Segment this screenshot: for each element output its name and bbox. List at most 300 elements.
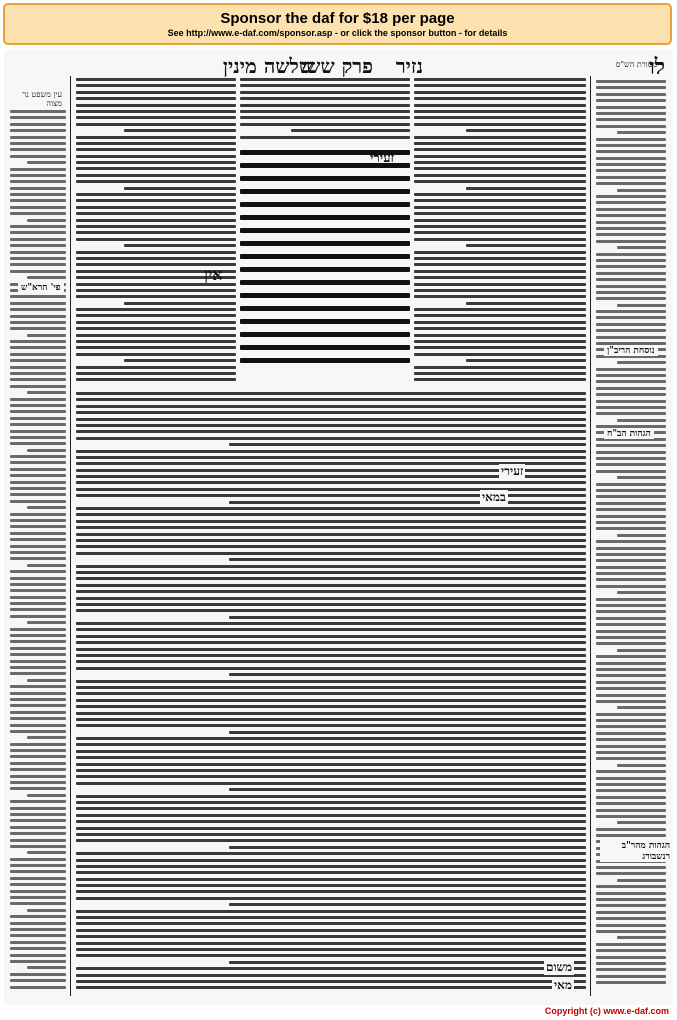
text-line (10, 302, 66, 305)
text-line (414, 353, 586, 356)
text-line (76, 456, 586, 459)
text-line (76, 692, 586, 695)
text-line (596, 687, 666, 690)
text-line (10, 180, 66, 183)
text-line (596, 610, 666, 613)
text-line (76, 346, 236, 349)
text-line (10, 615, 66, 618)
sponsor-title[interactable]: Sponsor the daf for $18 per page (220, 10, 455, 27)
text-line (124, 244, 236, 247)
text-line (76, 78, 236, 81)
commentary-word-zeiri: זעירי (501, 464, 524, 478)
text-line (229, 501, 586, 504)
text-line (596, 323, 666, 326)
text-line (76, 110, 236, 113)
text-line (291, 129, 410, 132)
gemara-top (240, 78, 410, 148)
text-line (617, 936, 666, 939)
text-line (76, 782, 586, 785)
text-line (27, 219, 66, 222)
text-line (76, 948, 586, 951)
text-line (10, 123, 66, 126)
text-line (76, 795, 586, 798)
text-line (617, 706, 666, 709)
text-line (466, 129, 586, 132)
text-line (596, 962, 666, 965)
text-line (76, 206, 236, 209)
text-line (10, 110, 66, 113)
text-line (10, 417, 66, 420)
text-line (10, 436, 66, 439)
text-line (596, 662, 666, 665)
chapter-title: שלשה מינין (222, 54, 313, 78)
text-line (596, 240, 666, 243)
text-line (10, 602, 66, 605)
text-line (596, 917, 666, 920)
text-line (414, 308, 586, 311)
text-line (414, 231, 586, 234)
text-line (10, 500, 66, 503)
text-line (617, 189, 666, 192)
text-line (414, 276, 586, 279)
gemara-word-zeiri: זעירי (370, 151, 395, 166)
text-line (10, 570, 66, 573)
text-line (414, 219, 586, 222)
text-line (596, 738, 666, 741)
text-line (596, 943, 666, 946)
text-line (76, 552, 586, 555)
text-line (10, 206, 66, 209)
text-line (76, 193, 236, 196)
text-line (10, 481, 66, 484)
text-line (76, 174, 236, 177)
text-line (10, 960, 66, 963)
gemara-line (240, 241, 410, 246)
text-line (27, 794, 66, 797)
text-line (596, 745, 666, 748)
text-line (596, 553, 666, 556)
text-line (596, 770, 666, 773)
gemara-line (240, 176, 410, 181)
text-line (596, 489, 666, 492)
text-line (596, 233, 666, 236)
text-line (617, 419, 666, 422)
text-line (240, 123, 410, 126)
gemara-line (240, 189, 410, 194)
text-line (466, 302, 586, 305)
text-line (414, 334, 586, 337)
text-line (596, 195, 666, 198)
text-line (466, 359, 586, 362)
text-line (10, 883, 66, 886)
text-line (229, 788, 586, 791)
text-line (596, 872, 666, 875)
gemara-line (240, 345, 410, 350)
text-line (596, 866, 666, 869)
text-line (617, 131, 666, 134)
text-line (10, 455, 66, 458)
text-line (76, 724, 586, 727)
text-line (10, 366, 66, 369)
text-line (76, 392, 586, 395)
text-line (414, 161, 586, 164)
text-line (10, 142, 66, 145)
text-line (596, 285, 666, 288)
text-line (76, 148, 236, 151)
text-line (76, 424, 586, 427)
text-line (76, 922, 586, 925)
text-line (10, 168, 66, 171)
text-line (10, 870, 66, 873)
text-line (596, 515, 666, 518)
lower-commentary (76, 392, 586, 995)
text-line (10, 327, 66, 330)
text-line (596, 265, 666, 268)
text-line (76, 980, 586, 983)
gemara-line (240, 306, 410, 311)
text-line (596, 208, 666, 211)
text-line (596, 182, 666, 185)
left-margin-column (10, 110, 66, 995)
text-line (10, 193, 66, 196)
text-line (10, 890, 66, 893)
text-line (596, 157, 666, 160)
text-line (76, 897, 586, 900)
text-line (596, 169, 666, 172)
text-line (596, 809, 666, 812)
text-line (617, 304, 666, 307)
text-line (76, 974, 586, 977)
text-line (617, 591, 666, 594)
text-line (76, 801, 586, 804)
text-line (10, 775, 66, 778)
text-line (10, 915, 66, 918)
text-line (76, 520, 586, 523)
text-line (76, 251, 236, 254)
text-line (414, 110, 586, 113)
text-line (27, 851, 66, 854)
text-line (414, 251, 586, 254)
text-line (596, 815, 666, 818)
text-line (596, 412, 666, 415)
text-line (76, 890, 586, 893)
text-line (10, 155, 66, 158)
rashi-block (414, 78, 586, 388)
text-line (596, 956, 666, 959)
gemara-line (240, 332, 410, 337)
text-line (27, 276, 66, 279)
text-line (10, 902, 66, 905)
text-line (76, 545, 586, 548)
text-line (10, 321, 66, 324)
text-line (10, 410, 66, 413)
text-line (76, 718, 586, 721)
text-line (124, 129, 236, 132)
text-line (10, 238, 66, 241)
text-line (10, 545, 66, 548)
text-line (10, 442, 66, 445)
text-line (27, 736, 66, 739)
text-line (414, 238, 586, 241)
text-line (414, 84, 586, 87)
text-line (596, 176, 666, 179)
text-line (76, 884, 586, 887)
text-line (76, 667, 586, 670)
text-line (76, 712, 586, 715)
text-line (10, 717, 66, 720)
text-line (76, 641, 586, 644)
commentary-word-mai: מאי (554, 978, 572, 992)
text-line (10, 781, 66, 784)
gemara-line (240, 319, 410, 324)
text-line (414, 116, 586, 119)
gemara-line (240, 228, 410, 233)
text-line (76, 967, 586, 970)
text-line (596, 310, 666, 313)
text-line (240, 116, 410, 119)
text-line (76, 852, 586, 855)
text-line (10, 525, 66, 528)
text-line (229, 558, 586, 561)
text-line (76, 430, 586, 433)
text-line (76, 513, 586, 516)
text-line (596, 291, 666, 294)
text-line (76, 411, 586, 414)
text-line (76, 321, 236, 324)
text-line (10, 839, 66, 842)
text-line (414, 378, 586, 381)
text-line (76, 603, 586, 606)
text-line (10, 295, 66, 298)
text-line (10, 973, 66, 976)
text-line (76, 705, 586, 708)
tosafot-block (76, 78, 236, 388)
text-line (76, 340, 236, 343)
text-line (76, 136, 236, 139)
text-line (76, 257, 236, 260)
text-line (596, 757, 666, 760)
text-line (414, 167, 586, 170)
gemara-line (240, 293, 410, 298)
text-line (596, 118, 666, 121)
text-line (10, 979, 66, 982)
text-line (596, 623, 666, 626)
text-line (596, 834, 666, 837)
text-line (10, 244, 66, 247)
text-line (10, 532, 66, 535)
text-line (76, 231, 236, 234)
text-line (76, 565, 586, 568)
text-line (596, 329, 666, 332)
text-line (76, 878, 586, 881)
text-line (414, 289, 586, 292)
text-line (596, 540, 666, 543)
text-line (596, 604, 666, 607)
text-line (10, 768, 66, 771)
text-line (596, 502, 666, 505)
text-line (596, 406, 666, 409)
text-line (10, 724, 66, 727)
text-line (596, 598, 666, 601)
text-line (596, 636, 666, 639)
text-line (76, 827, 586, 830)
text-line (596, 751, 666, 754)
text-line (27, 909, 66, 912)
text-line (414, 123, 586, 126)
text-line (466, 187, 586, 190)
text-line (10, 519, 66, 522)
text-line (76, 839, 586, 842)
text-line (10, 704, 66, 707)
text-line (76, 775, 586, 778)
text-line (27, 621, 66, 624)
text-line (596, 138, 666, 141)
text-line (10, 934, 66, 937)
text-line (596, 968, 666, 971)
text-line (76, 225, 236, 228)
text-line (76, 533, 586, 536)
text-line (10, 187, 66, 190)
tractate-name: נזיר (395, 54, 423, 78)
text-line (76, 161, 236, 164)
gemara-line (240, 254, 410, 259)
text-line (596, 457, 666, 460)
text-line (27, 334, 66, 337)
text-line (596, 694, 666, 697)
text-line (596, 783, 666, 786)
text-line (596, 796, 666, 799)
text-line (10, 730, 66, 733)
text-line (76, 91, 236, 94)
text-line (10, 174, 66, 177)
text-line (10, 628, 66, 631)
text-line (229, 903, 586, 906)
copyright-footer[interactable]: Copyright (c) www.e-daf.com (544, 1006, 669, 1016)
text-line (596, 642, 666, 645)
text-line (10, 800, 66, 803)
text-line (596, 898, 666, 901)
text-line (596, 106, 666, 109)
mesoret-hashas-label: מסורת הש"ס (615, 60, 657, 69)
text-line (10, 922, 66, 925)
text-line (414, 193, 586, 196)
text-line (229, 443, 586, 446)
text-line (10, 954, 66, 957)
text-line (596, 975, 666, 978)
text-line (10, 148, 66, 151)
text-line (414, 314, 586, 317)
text-line (240, 110, 410, 113)
text-line (10, 225, 66, 228)
text-line (76, 84, 236, 87)
text-line (10, 315, 66, 318)
text-line (229, 673, 586, 676)
rosh-label: פי' הרא"ש (18, 282, 64, 293)
text-line (76, 609, 586, 612)
text-line (414, 295, 586, 298)
page-number: לו (649, 54, 665, 80)
text-line (596, 444, 666, 447)
text-line (10, 430, 66, 433)
text-line (10, 129, 66, 132)
text-line (596, 630, 666, 633)
text-line (414, 212, 586, 215)
text-line (617, 821, 666, 824)
text-line (76, 378, 236, 381)
text-line (596, 495, 666, 498)
text-line (10, 116, 66, 119)
text-line (596, 789, 666, 792)
text-line (596, 527, 666, 530)
text-line (10, 807, 66, 810)
commentary-word-bamah: במאי (482, 490, 506, 504)
text-line (76, 526, 586, 529)
text-line (10, 864, 66, 867)
text-line (10, 826, 66, 829)
text-line (10, 468, 66, 471)
text-line (10, 666, 66, 669)
text-line (124, 359, 236, 362)
text-line (10, 589, 66, 592)
text-line (596, 508, 666, 511)
text-line (414, 199, 586, 202)
text-line (414, 366, 586, 369)
text-line (414, 78, 586, 81)
text-line (76, 916, 586, 919)
text-line (76, 180, 236, 183)
text-line (76, 308, 236, 311)
text-line (596, 719, 666, 722)
text-line (414, 372, 586, 375)
text-line (76, 807, 586, 810)
text-line (596, 400, 666, 403)
text-line (76, 584, 586, 587)
text-line (617, 246, 666, 249)
text-line (240, 97, 410, 100)
text-line (10, 257, 66, 260)
text-line (76, 494, 586, 497)
text-line (596, 566, 666, 569)
text-line (76, 769, 586, 772)
text-line (596, 387, 666, 390)
text-line (76, 398, 586, 401)
separator-right (590, 76, 591, 996)
text-line (596, 470, 666, 473)
text-line (596, 99, 666, 102)
text-line (414, 283, 586, 286)
gemara-line (240, 358, 410, 363)
text-line (596, 253, 666, 256)
text-line (596, 80, 666, 83)
text-line (124, 187, 236, 190)
text-line (10, 340, 66, 343)
text-line (10, 212, 66, 215)
text-line (10, 685, 66, 688)
text-line (76, 353, 236, 356)
text-line (76, 654, 586, 657)
text-line (617, 361, 666, 364)
text-line (596, 336, 666, 339)
text-line (466, 244, 586, 247)
sponsor-banner[interactable] (3, 3, 672, 45)
text-line (76, 123, 236, 126)
text-line (27, 161, 66, 164)
text-line (76, 366, 236, 369)
sponsor-subtitle[interactable]: See http://www.e-daf.com/sponsor.asp - or click the sponsor button - for details (167, 28, 508, 38)
text-line (76, 865, 586, 868)
text-line (76, 212, 236, 215)
text-line (76, 935, 586, 938)
